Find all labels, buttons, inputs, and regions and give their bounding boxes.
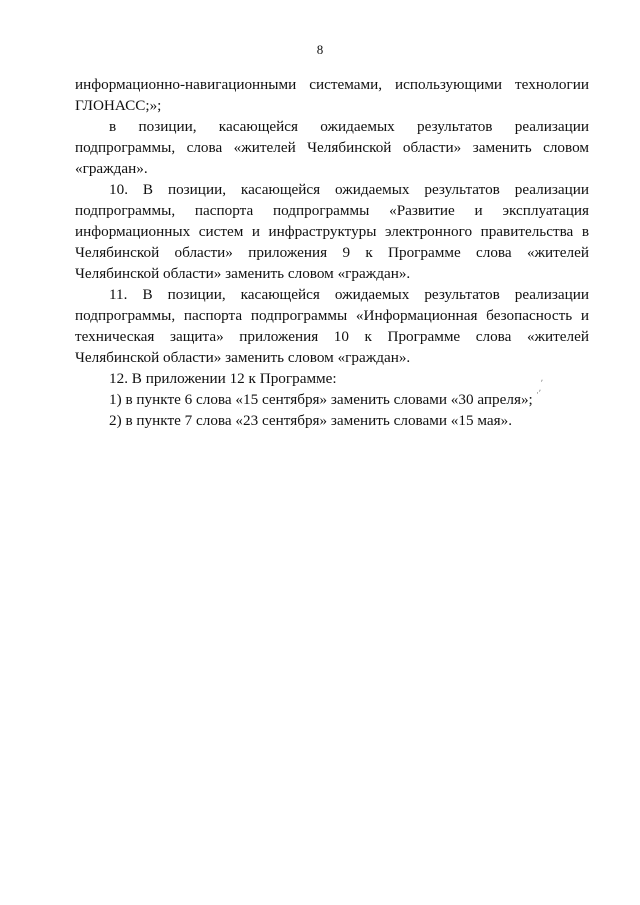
- paragraph-item-11: 11. В позиции, касающейся ожидаемых результатов реализации подпрограммы, паспорта подпрограммы «Информационная безопасность и техническая защита» приложения 10 к Программе слова «жителей Челябинской области» заменить словом «граждан».: [75, 286, 589, 366]
- paragraph-subitem-1: 1) в пункте 6 слова «15 сентября» заменить словами «30 апреля»;: [109, 391, 533, 408]
- paragraph-item-12: 12. В приложении 12 к Программе:: [109, 370, 337, 387]
- paragraph-subitem-2: 2) в пункте 7 слова «23 сентября» заменить словами «15 мая».: [109, 412, 512, 429]
- paragraph-continuation: информационно-навигационными системами, использующими технологии ГЛОНАСС;»;: [75, 76, 589, 114]
- scan-mark: ·ʹ: [536, 388, 541, 398]
- page-number: 8: [316, 42, 324, 57]
- document-body: [75, 74, 589, 431]
- paragraph-results-position: в позиции, касающейся ожидаемых результатов реализации подпрограммы, слова «жителей Челябинской области» заменить словом «граждан».: [75, 118, 589, 177]
- paragraph-item-10: 10. В позиции, касающейся ожидаемых результатов реализации подпрограммы, паспорта подпрограммы «Развитие и эксплуатация информационных систем и инфраструктуры электронного правительства в Челябинской области» приложения 9 к Программе слова «жителей Челябинской области» заменить словом «граждан».: [75, 181, 589, 282]
- scan-mark: ʹ: [541, 378, 543, 388]
